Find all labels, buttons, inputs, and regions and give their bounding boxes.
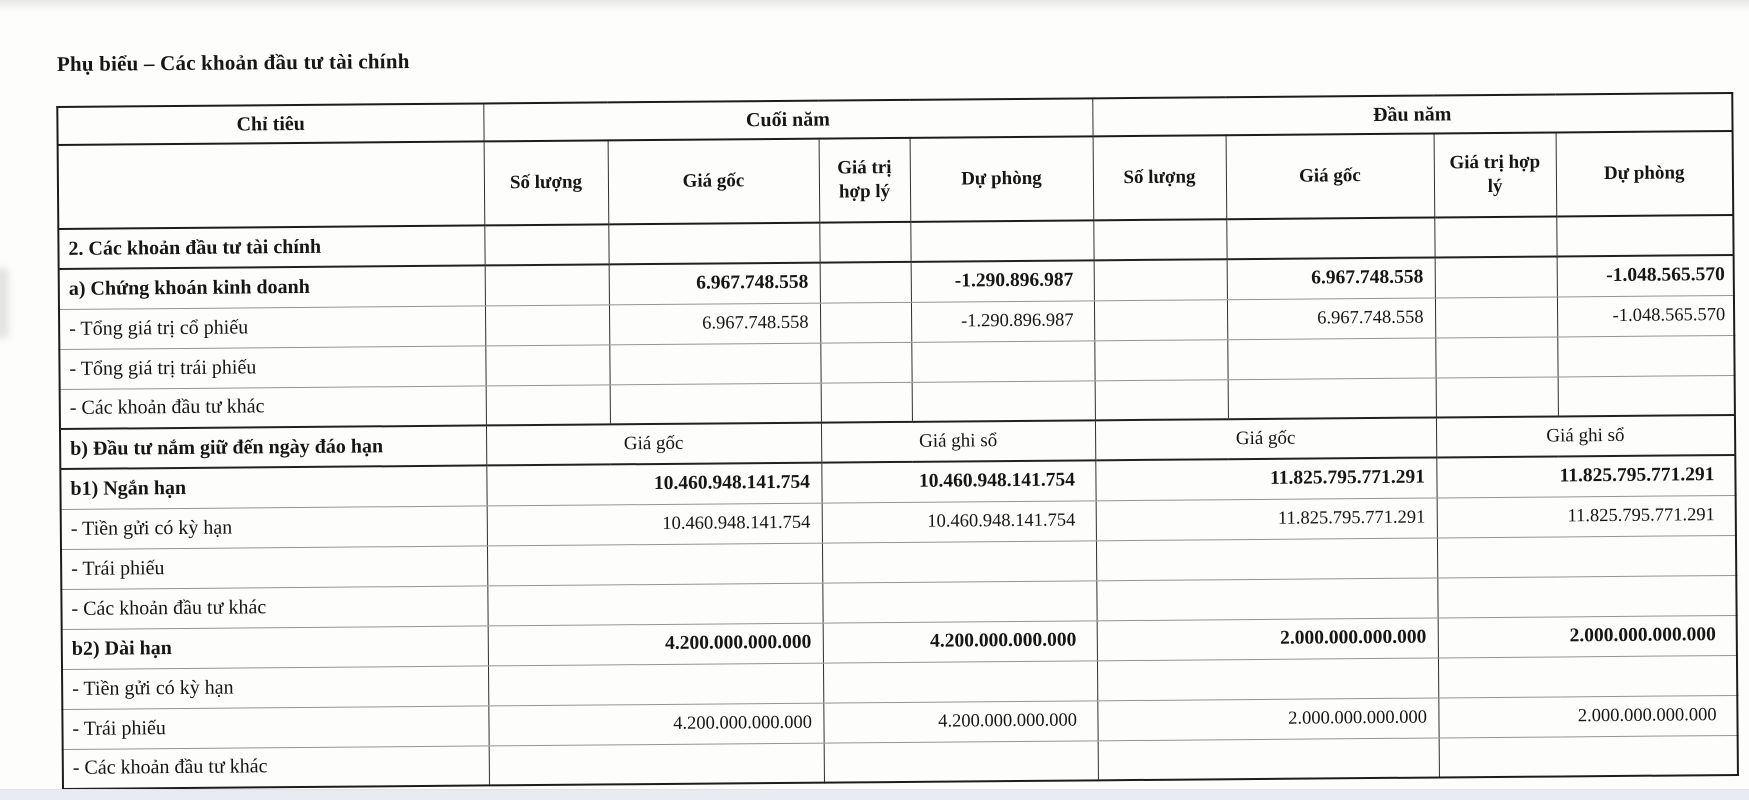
- row-label-cell: - Các khoản đầu tư khác: [61, 585, 487, 629]
- subheader-book-value-dn: Giá ghi sổ: [1436, 415, 1735, 458]
- row-label-cell: - Tiền gửi có kỳ hạn: [62, 665, 488, 709]
- value-cell: [910, 220, 1093, 262]
- value-cell: [608, 223, 819, 265]
- value-cell: [1435, 256, 1557, 297]
- header-quantity-dn: Số lượng: [1093, 135, 1227, 220]
- value-cell: -1.290.896.987: [911, 300, 1094, 342]
- header-criteria: Chỉ tiêu: [57, 103, 483, 145]
- row-label-cell: a) Chứng khoán kinh doanh: [59, 265, 485, 309]
- row-label-cell: - Trái phiếu: [61, 545, 487, 589]
- value-cell: [1436, 376, 1558, 417]
- value-cell: [610, 383, 821, 425]
- value-cell: [487, 583, 822, 626]
- row-label-cell: - Tổng giá trị cổ phiếu: [59, 305, 485, 349]
- row-label-cell: 2. Các khoản đầu tư tài chính: [58, 225, 484, 269]
- page-title: Phụ biểu – Các khoản đầu tư tài chính: [56, 49, 410, 77]
- value-cell: [1096, 577, 1437, 620]
- subheader-cost-dn: Giá gốc: [1095, 417, 1436, 460]
- header-subcolumns-row: [58, 131, 1734, 229]
- row-label-cell: b) Đầu tư nắm giữ đến ngày đáo hạn: [60, 425, 486, 469]
- value-cell: 6.967.748.558: [1227, 257, 1435, 299]
- value-cell: [1093, 219, 1226, 260]
- row-label-cell: - Trái phiếu: [62, 705, 488, 749]
- header-provision-cn: Dự phòng: [910, 136, 1094, 222]
- row-label-cell: - Tiền gửi có kỳ hạn: [61, 505, 487, 549]
- value-cell: [1438, 655, 1737, 698]
- value-cell: 10.460.948.141.754: [821, 460, 1095, 502]
- value-cell: [911, 340, 1094, 382]
- value-cell: [822, 540, 1096, 582]
- value-cell: -1.048.565.570: [1557, 295, 1734, 336]
- value-cell: 4.200.000.000.000: [823, 700, 1097, 742]
- value-cell: 10.460.948.141.754: [486, 463, 821, 506]
- value-cell: [1434, 216, 1556, 257]
- value-cell: 10.460.948.141.754: [487, 503, 822, 546]
- value-cell: [1094, 299, 1227, 340]
- value-cell: [1095, 379, 1228, 420]
- value-cell: [1557, 335, 1734, 376]
- value-cell: [820, 302, 911, 343]
- value-cell: 11.825.795.771.291: [1095, 457, 1436, 500]
- value-cell: [485, 264, 609, 305]
- header-beginning-of-year: Đầu năm: [1092, 93, 1732, 136]
- header-cost-dn: Giá gốc: [1226, 133, 1435, 219]
- value-cell: [824, 740, 1098, 782]
- value-cell: [819, 222, 910, 263]
- value-cell: 2.000.000.000.000: [1097, 617, 1438, 660]
- value-cell: 10.460.948.141.754: [822, 500, 1096, 542]
- value-cell: [1556, 215, 1733, 256]
- header-fair-value-dn: Giá trị hợp lý: [1434, 132, 1557, 217]
- value-cell: 11.825.795.771.291: [1096, 497, 1437, 540]
- header-provision-dn: Dự phòng: [1556, 131, 1734, 216]
- value-cell: [1437, 535, 1736, 578]
- value-cell: [821, 382, 912, 423]
- row-label-cell: b2) Dài hạn: [62, 625, 488, 669]
- value-cell: 6.967.748.558: [1227, 297, 1435, 339]
- row-label-cell: b1) Ngắn hạn: [60, 465, 486, 509]
- value-cell: 11.825.795.771.291: [1436, 455, 1735, 498]
- value-cell: [1227, 337, 1435, 379]
- value-cell: 6.967.748.558: [609, 263, 820, 305]
- value-cell: [486, 384, 610, 425]
- value-cell: [484, 224, 608, 265]
- header-quantity-cn: Số lượng: [484, 140, 609, 225]
- financial-investments-table: [56, 92, 1739, 790]
- value-cell: 4.200.000.000.000: [488, 623, 823, 666]
- value-cell: 2.000.000.000.000: [1438, 615, 1737, 658]
- value-cell: [487, 543, 822, 586]
- value-cell: [1094, 339, 1227, 380]
- value-cell: 6.967.748.558: [609, 303, 820, 345]
- header-fair-value-cn: Giá trị hợp lý: [819, 138, 911, 223]
- value-cell: [1435, 296, 1557, 337]
- header-empty-cell: [58, 141, 485, 229]
- value-cell: [912, 380, 1095, 422]
- value-cell: 4.200.000.000.000: [823, 620, 1097, 662]
- value-cell: [1094, 259, 1227, 300]
- value-cell: [485, 344, 609, 385]
- value-cell: [609, 343, 820, 385]
- value-cell: [820, 342, 911, 383]
- value-cell: [1098, 737, 1439, 780]
- header-end-of-year: Cuối năm: [483, 98, 1092, 141]
- value-cell: [1228, 377, 1436, 419]
- row-label-cell: - Tổng giá trị trái phiếu: [59, 345, 485, 389]
- row-label-cell: - Các khoản đầu tư khác: [72, 755, 268, 780]
- value-cell: [820, 262, 911, 303]
- value-cell: [1558, 375, 1735, 416]
- value-cell: 11.825.795.771.291: [1437, 495, 1736, 538]
- subheader-cost-cn: Giá gốc: [486, 423, 821, 466]
- value-cell: [1096, 537, 1437, 580]
- value-cell: [822, 580, 1096, 622]
- value-cell: 2.000.000.000.000: [1438, 695, 1737, 738]
- value-cell: [1226, 217, 1434, 259]
- value-cell: [1439, 735, 1738, 778]
- value-cell: -1.048.565.570: [1557, 255, 1734, 296]
- scan-bottom-edge: [0, 789, 1749, 800]
- value-cell: [1437, 575, 1736, 618]
- value-cell: [823, 660, 1097, 702]
- value-cell: [488, 663, 823, 706]
- value-cell: 2.000.000.000.000: [1097, 697, 1438, 740]
- header-cost-cn: Giá gốc: [608, 139, 820, 225]
- value-cell: [485, 304, 609, 345]
- subheader-book-value-cn: Giá ghi sổ: [821, 420, 1095, 462]
- value-cell: [1435, 336, 1557, 377]
- value-cell: -1.290.896.987: [911, 260, 1094, 302]
- row-label-cell: - Các khoản đầu tư khác: [60, 385, 486, 429]
- value-cell: [489, 743, 824, 786]
- value-cell: [1097, 657, 1438, 700]
- value-cell: 4.200.000.000.000: [488, 703, 823, 746]
